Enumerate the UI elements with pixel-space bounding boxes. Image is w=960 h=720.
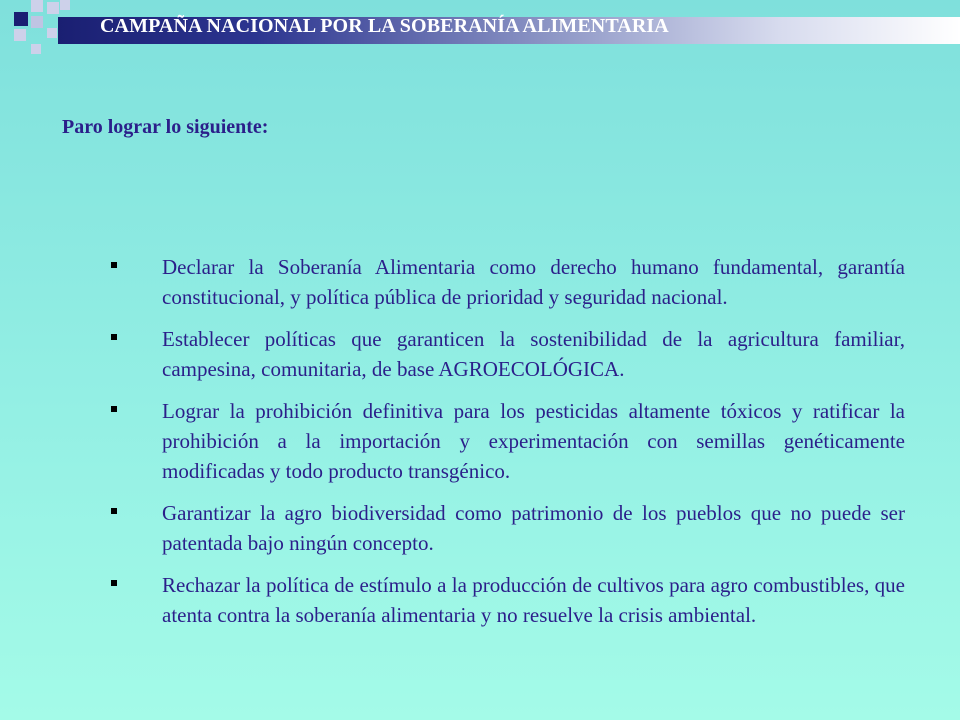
list-item-text: Declarar la Soberanía Alimentaria como derecho humano fundamental, garantía constitucional, y política pública de prioridad y seguridad nacional. bbox=[162, 255, 905, 309]
list-item bbox=[100, 498, 905, 558]
corner-square-light bbox=[31, 44, 41, 54]
corner-square-light bbox=[47, 28, 57, 38]
list-item bbox=[100, 570, 905, 630]
objectives-list bbox=[100, 252, 905, 642]
square-bullet-icon bbox=[111, 580, 117, 586]
list-item-text: Rechazar la política de estímulo a la producción de cultivos para agro combustibles, que atenta contra la soberanía alimentaria y no resuelve la crisis ambiental. bbox=[162, 573, 905, 627]
square-bullet-icon bbox=[111, 406, 117, 412]
list-item-text: Garantizar la agro biodiversidad como patrimonio de los pueblos que no puede ser patentada bajo ningún concepto. bbox=[162, 501, 905, 555]
corner-square-light bbox=[31, 0, 43, 12]
list-item-text: Lograr la prohibición definitiva para los pesticidas altamente tóxicos y ratificar la prohibición a la importación y experimentación con semillas genéticamente modificadas y todo producto transgénico. bbox=[162, 399, 905, 483]
square-bullet-icon bbox=[111, 334, 117, 340]
list-item-text: Establecer políticas que garanticen la sostenibilidad de la agricultura familiar, campesina, comunitaria, de base AGROECOLÓGICA. bbox=[162, 327, 905, 381]
corner-square-light bbox=[31, 16, 43, 28]
corner-square-light bbox=[60, 0, 70, 10]
list-item bbox=[100, 396, 905, 486]
list-item bbox=[100, 324, 905, 384]
list-item bbox=[100, 252, 905, 312]
square-bullet-icon bbox=[111, 262, 117, 268]
section-heading: Paro lograr lo siguiente: bbox=[62, 116, 269, 138]
corner-square-light bbox=[47, 2, 59, 14]
corner-square-light bbox=[14, 29, 26, 41]
square-bullet-icon bbox=[111, 508, 117, 514]
corner-square-dark bbox=[14, 12, 28, 26]
banner-title: CAMPAÑA NACIONAL POR LA SOBERANÍA ALIMENTARIA bbox=[100, 15, 669, 37]
